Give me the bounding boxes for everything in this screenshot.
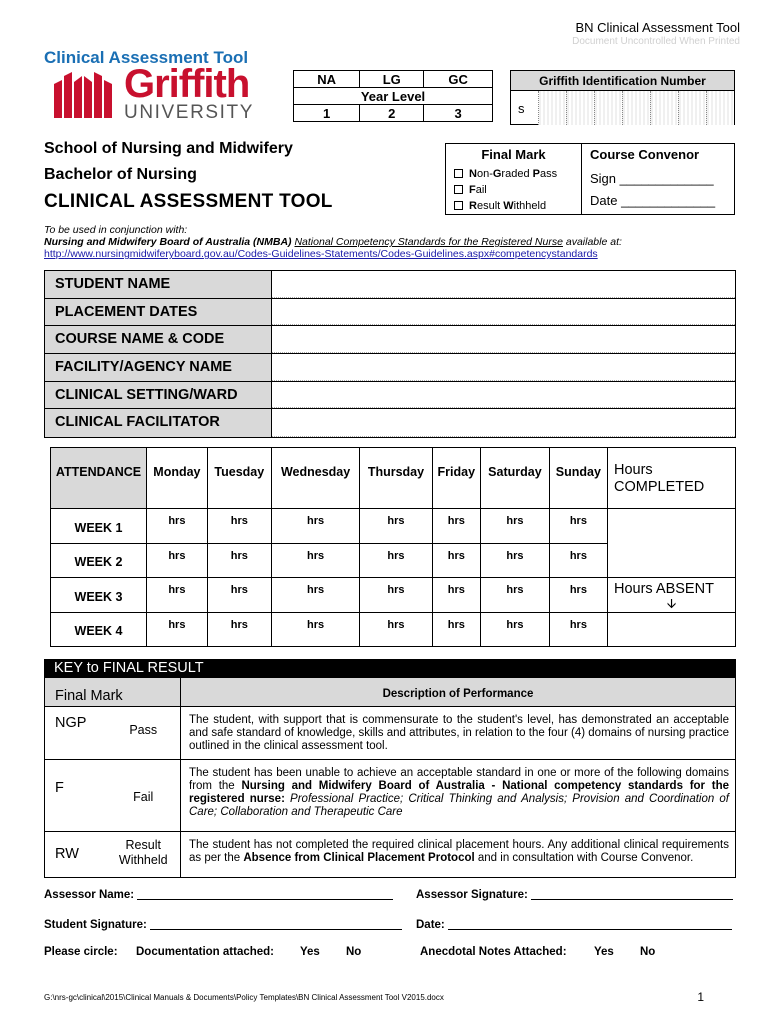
student-name-field[interactable] [272,271,735,298]
id-digit-field[interactable] [679,91,707,125]
program-name: Bachelor of Nursing [44,166,197,183]
year-code-lg[interactable]: LG [360,71,424,88]
student-signature-label: Student Signature: [44,919,147,931]
hrs-cell[interactable]: hrs [271,543,360,578]
hrs-cell[interactable]: hrs [549,543,607,578]
hours-completed-line1: Hours [614,462,653,478]
placement-dates-field[interactable] [272,299,735,326]
attendance-label: ATTENDANCE [51,448,147,509]
key-code-ngp: NGP [45,707,107,760]
attendance-table [50,447,736,647]
nmba-name: Nursing and Midwifery Board of Australia (NMBA) [44,236,292,248]
key-desc-rw-text2: and in consultation with Course Convenor. [474,852,694,864]
day-header: Sunday [549,448,607,509]
hrs-cell[interactable]: hrs [549,612,607,647]
anecdotal-label: Anecdotal Notes Attached: [420,946,567,958]
documentation-no[interactable]: No [346,946,362,958]
student-signature-row [44,919,402,931]
day-header: Saturday [481,448,550,509]
checkbox-icon[interactable] [454,201,463,210]
hrs-cell[interactable]: hrs [432,543,481,578]
documentation-yes[interactable]: Yes [300,946,320,958]
anecdotal-yes[interactable]: Yes [594,946,614,958]
year-level-3[interactable]: 3 [424,105,493,122]
standards-link[interactable]: http://www.nursingmidwiferyboard.gov.au/Codes-Guidelines-Statements/Codes-Guidelines.aspx#competencystandards [44,248,598,260]
id-digit-field[interactable] [595,91,623,125]
clinical-facilitator-label: CLINICAL FACILITATOR [45,409,272,437]
week-label: WEEK 2 [51,543,147,578]
key-desc-rw-text: The student has not completed the required clinical placement hours. Any additional clinical requirements as per the [189,839,729,864]
griffith-flame-icon [52,72,118,125]
date-label: Date: [416,919,445,931]
hrs-cell[interactable]: hrs [549,578,607,613]
hrs-cell[interactable]: hrs [432,509,481,544]
hours-absent-label: Hours ABSENT [614,581,714,597]
hours-completed-field[interactable] [608,509,736,578]
key-desc-rw-bold: Absence from Clinical Placement Protocol [243,852,475,864]
hrs-cell[interactable]: hrs [481,612,550,647]
key-table [44,677,736,878]
placement-dates-label: PLACEMENT DATES [45,299,272,326]
key-desc-f [181,760,736,832]
date-row [416,919,732,931]
please-circle-label: Please circle: [44,946,118,958]
hours-absent-header [608,578,736,613]
hrs-cell[interactable]: hrs [481,509,550,544]
key-description-label: Description of Performance [181,678,736,707]
day-header: Friday [432,448,481,509]
hrs-cell[interactable]: hrs [271,509,360,544]
facility-label: FACILITY/AGENCY NAME [45,354,272,381]
griffith-id-box [510,70,735,125]
file-path: G:\nrs-gc\clinical\2015\Clinical Manuals & Documents\Policy Templates\BN Clinical Assessment Tool V2015.docx [44,993,444,1002]
clinical-setting-field[interactable] [272,382,735,409]
id-digit-field[interactable] [707,91,734,125]
conjunction-intro: To be used in conjunction with: [44,224,188,236]
day-header: Tuesday [207,448,271,509]
day-header: Wednesday [271,448,360,509]
hours-completed-header [608,448,736,509]
assessor-name-label: Assessor Name: [44,889,135,901]
hrs-cell[interactable]: hrs [147,612,208,647]
assessor-signature-field[interactable] [531,899,733,900]
hours-absent-field[interactable] [608,612,736,647]
hrs-cell[interactable]: hrs [207,578,271,613]
final-mark-option-rw[interactable]: Result Withheld [454,198,573,214]
hrs-cell[interactable]: hrs [360,612,432,647]
hrs-cell[interactable]: hrs [432,578,481,613]
day-header: Thursday [360,448,432,509]
key-word-pass: Pass [107,707,181,760]
year-level-2[interactable]: 2 [360,105,424,122]
hrs-cell[interactable]: hrs [271,612,360,647]
hrs-cell[interactable]: hrs [549,509,607,544]
logo-university-wordmark: UNIVERSITY [124,102,255,123]
convenor-date-field[interactable]: Date _____________ [590,193,716,208]
student-info-table [44,270,736,438]
final-mark-option-ngp[interactable]: Non-Graded Pass [454,166,573,182]
hrs-cell[interactable]: hrs [360,543,432,578]
date-field[interactable] [448,929,732,930]
assessor-signature-row [416,889,733,901]
hrs-cell[interactable]: hrs [481,578,550,613]
final-mark-box [445,143,735,215]
key-title-bar: KEY to FINAL RESULT [44,659,736,677]
final-mark-option-fail[interactable]: Fail [454,182,573,198]
arrow-down-icon: 🡫 [666,596,677,611]
year-code-na[interactable]: NA [294,71,360,88]
page-title: CLINICAL ASSESSMENT TOOL [44,191,333,212]
standards-name: National Competency Standards for the Registered Nurse [294,236,563,248]
year-level-title: Year Level [294,88,493,105]
document-title: BN Clinical Assessment Tool [575,20,740,35]
key-word-fail: Fail [107,760,181,832]
assessor-name-row [44,889,393,901]
key-desc-f-italic: Professional Practice; Critical Thinking and Analysis; Provision and Coordination of Care; Collaboration and Therapeutic Care [189,793,729,818]
id-digit-field[interactable] [651,91,679,125]
week-label: WEEK 3 [51,578,147,613]
day-header: Monday [147,448,208,509]
course-name-label: COURSE NAME & CODE [45,326,272,353]
id-digit-field[interactable] [539,91,567,125]
key-final-mark-label: Final Mark [45,678,181,707]
key-desc-f-bold: Nursing and Midwifery Board of Australia - National competency standards for the registered nurse: [189,780,729,805]
id-digit-field[interactable] [623,91,651,125]
documentation-label: Documentation attached: [136,946,275,958]
key-code-f: F [45,760,107,832]
checkbox-icon[interactable] [454,185,463,194]
hrs-cell[interactable]: hrs [207,543,271,578]
key-code-rw: RW [45,832,107,878]
year-code-gc[interactable]: GC [424,71,493,88]
anecdotal-no[interactable]: No [640,946,656,958]
student-signature-field[interactable] [150,929,402,930]
assessor-name-field[interactable] [137,899,393,900]
week-label: WEEK 1 [51,509,147,544]
key-word-rw: Result Withheld [107,832,181,878]
week-label: WEEK 4 [51,612,147,647]
hrs-cell[interactable]: hrs [207,509,271,544]
available-at: available at: [562,236,622,248]
hrs-cell[interactable]: hrs [271,578,360,613]
clinical-facilitator-field[interactable] [272,409,735,437]
conjunction-note [44,224,744,260]
key-desc-rw [181,832,736,878]
hrs-cell[interactable]: hrs [360,509,432,544]
assessor-signature-label: Assessor Signature: [416,889,528,901]
year-level-1[interactable]: 1 [294,105,360,122]
key-desc-f-text: The student has been unable to achieve an acceptable standard in one or more of the following domains from the [189,767,729,792]
clinical-setting-label: CLINICAL SETTING/WARD [45,382,272,409]
hrs-cell[interactable]: hrs [360,578,432,613]
student-name-label: STUDENT NAME [45,271,272,298]
page-number: 1 [697,990,704,1004]
hrs-cell[interactable]: hrs [147,578,208,613]
logo-griffith-wordmark: Griffith [124,62,250,106]
id-digit-field[interactable] [567,91,595,125]
hrs-cell[interactable]: hrs [147,509,208,544]
hrs-cell[interactable]: hrs [432,612,481,647]
hours-completed-line2: COMPLETED [614,479,705,495]
hrs-cell[interactable]: hrs [207,612,271,647]
checkbox-icon[interactable] [454,169,463,178]
convenor-sign-field[interactable]: Sign _____________ [590,171,714,186]
school-name: School of Nursing and Midwifery [44,140,293,157]
griffith-id-title: Griffith Identification Number [511,71,734,91]
hrs-cell[interactable]: hrs [147,543,208,578]
logo-tool-label: Clinical Assessment Tool [44,48,249,67]
year-level-table [293,70,493,122]
id-prefix: s [511,91,539,125]
facility-field[interactable] [272,354,735,381]
final-mark-title: Final Mark [481,147,546,162]
course-name-field[interactable] [272,326,735,353]
key-desc-ngp: The student, with support that is commensurate to the student's level, has demonstrated an acceptable and safe standard of knowledge, skills and attributes, in relation to the four (4) domains of nursing practice outlined in the clinical assessment tool. [181,707,736,760]
uncontrolled-watermark: Document Uncontrolled When Printed [572,36,740,47]
course-convenor-title: Course Convenor [590,147,700,162]
hrs-cell[interactable]: hrs [481,543,550,578]
